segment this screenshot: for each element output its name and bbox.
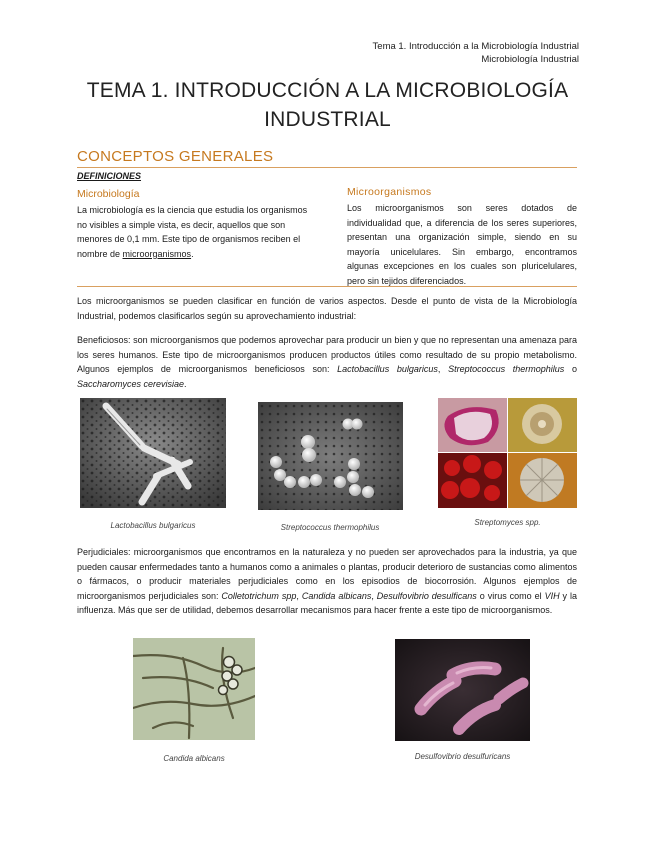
perjudiciales-end: y la influenza. Más que ser de utilidad, debemos desarrollar mecanismos para hacer frente a este tipo de microorganismos.: [77, 590, 577, 615]
beneficiosos-text: Beneficiosos: son microorganismos que podemos aprovechar para producir un bien y que no representan una amenaza para los seres humanos. Este tipo de microorganismos producen productos útiles como resultado de su propio metabolismo. Algunos ejemplos de microorganismos beneficiosos son:: [77, 335, 577, 374]
header-line-2: Microbiología Industrial: [481, 54, 579, 65]
example-candida: Candida albicans: [301, 590, 372, 601]
streptomyces-svg: [438, 398, 577, 508]
caption-candida: Candida albicans: [163, 754, 225, 763]
microorganismos-heading: Microorganismos: [347, 186, 432, 198]
example-colletotrichum: Colletotrichum spp: [221, 590, 297, 601]
caption-desulfovibrio: Desulfovibrio desulfuricans: [414, 752, 511, 761]
sep: o: [564, 364, 577, 374]
sep: ,: [371, 590, 377, 601]
candida-image: [133, 638, 255, 740]
example-vih: VIH: [544, 590, 560, 601]
caption-streptomyces: Streptomyces spp.: [474, 518, 541, 527]
header-line-1: Tema 1. Introducción a la Microbiología Industrial: [372, 41, 579, 52]
streptococcus-svg: [258, 402, 403, 510]
microbiologia-heading: Microbiología: [77, 188, 140, 200]
caption-streptococcus: Streptococcus thermophilus: [280, 523, 380, 532]
example-desulfovibrio: Desulfovibrio desulficans: [376, 590, 477, 601]
example-lactobacillus: Lactobacillus bulgaricus: [337, 364, 438, 374]
microbiologia-body: La microbiología es la ciencia que estudia los organismos no visibles a simple vista, es decir, aquellos que son menores de 0,1 mm. Este tipo de organismos reciben el nombre de: [77, 205, 308, 259]
desulfovibrio-image: [395, 639, 530, 741]
beneficiosos-paragraph: [77, 333, 577, 391]
intro-paragraph: Los microorganismos se pueden clasificar en función de varios aspectos. Desde el punto de vista de la Microbiología Industrial, podemos clasificarlos según su aprovechamiento industrial:: [77, 296, 577, 321]
definitions-label: DEFINICIONES: [77, 171, 142, 181]
caption-lactobacillus: Lactobacillus bulgaricus: [110, 521, 196, 530]
perjudiciales-mid: o virus como el: [476, 590, 545, 601]
microorganismos-text: Los microorganismos son seres dotados de individualidad que, a diferencia de los seres superiores, presentan una organización simple, siendo en su mayoría unicelulares. Sin embargo, encontramos algunas excepciones en los cuales son pluricelulares, pero sin tejidos diferenciados.: [347, 203, 577, 286]
example-streptococcus: Streptococcus thermophilus: [448, 364, 565, 374]
desulfovibrio-svg: [395, 639, 530, 741]
streptococcus-image: [258, 402, 403, 510]
lactobacillus-image: [80, 398, 226, 508]
streptomyces-image: [438, 398, 577, 508]
sep: ,: [296, 590, 302, 601]
lactobacillus-svg: [80, 398, 226, 508]
perjudiciales-paragraph: [77, 545, 577, 618]
divider: [77, 286, 577, 287]
microbiologia-text: [77, 203, 309, 261]
section-title: CONCEPTOS GENERALES: [77, 148, 577, 168]
perjudiciales-text: Perjudiciales: microorganismos que encontramos en la naturaleza y no pueden ser aprovechados para la industria, ya que pueden causar enfermedades tanto a humanos como a animales o plantas, producir deterioro de sustancias como alimentos o fármacos, o producir materiales perjudiciales como en los episodios de biocorrosión. Algunos ejemplos de microorganismos perjudiciales son:: [77, 547, 577, 601]
title-line-2: INDUSTRIAL: [264, 108, 391, 131]
title-line-1: TEMA 1. INTRODUCCIÓN A LA MICROBIOLOGÍA: [86, 79, 569, 102]
candida-svg: [133, 638, 255, 740]
sep: .: [184, 378, 187, 389]
example-saccharomyces: Saccharomyces cerevisiae: [77, 378, 185, 389]
microbiologia-end: .: [191, 248, 194, 259]
page-title: [0, 76, 655, 134]
running-header: [373, 40, 579, 66]
sep: ,: [437, 364, 449, 374]
microbiologia-term: microorganismos: [122, 248, 192, 259]
